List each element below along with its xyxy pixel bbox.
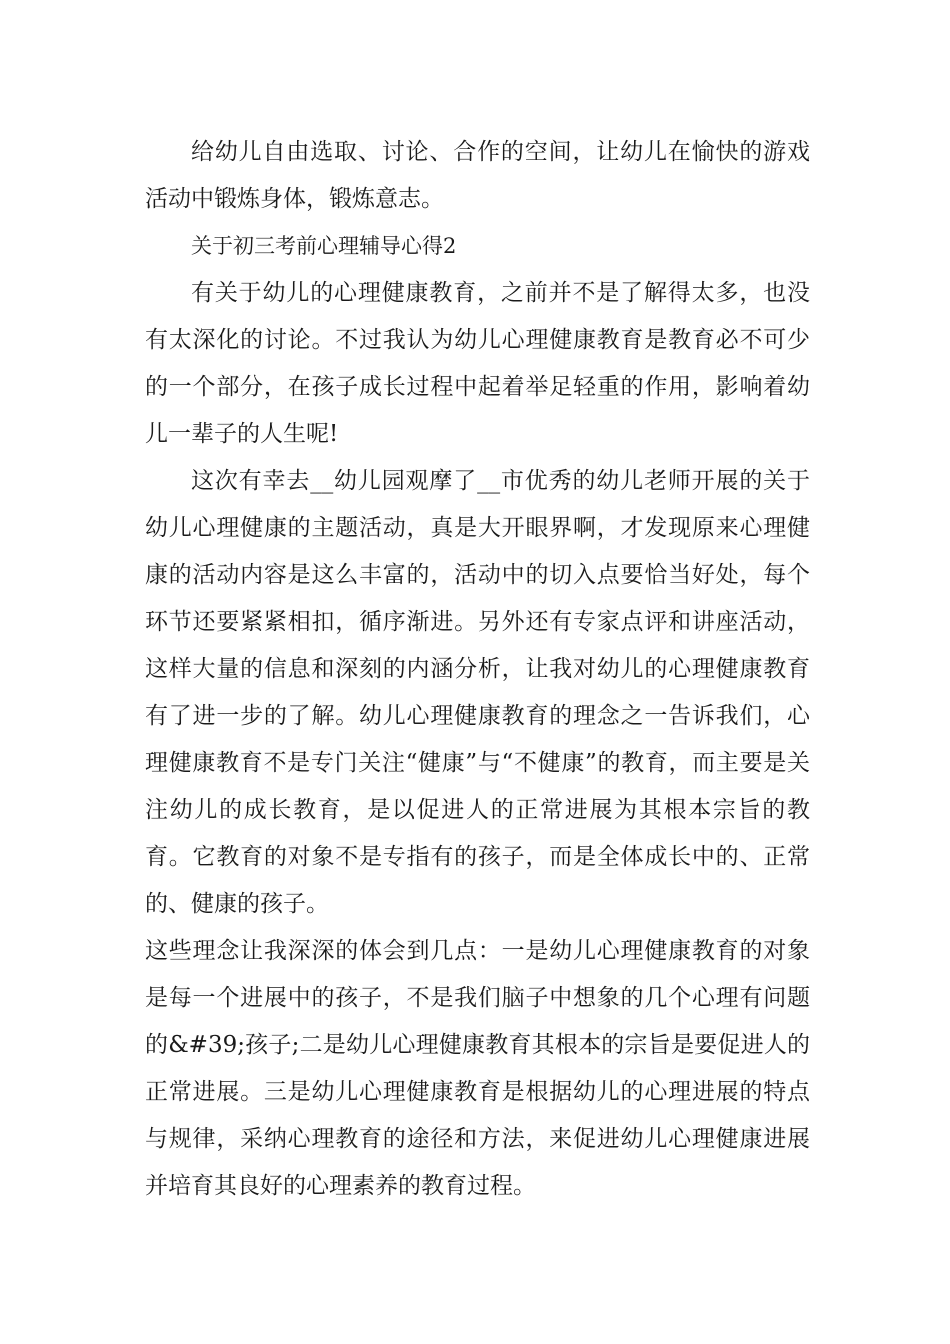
paragraph-4: 这些理念让我深深的体会到几点：一是幼儿心理健康教育的对象是每一个进展中的孩子，不是我们脑子中想象的几个心理有问题的&#39;孩子;二是幼儿心理健康教育其根本的宗旨是要促进人的正常进展。三是幼儿心理健康教育是根据幼儿的心理进展的特点与规律，采纳心理教育的途径和方法，来促进幼儿心理健康进展并培育其良好的心理素养的教育过程。 [145, 938, 810, 1199]
paragraph-2: 有关于幼儿的心理健康教育，之前并不是了解得太多，也没有太深化的讨论。不过我认为幼儿心理健康教育是教育必不可少的一个部分，在孩子成长过程中起着举足轻重的作用，影响着幼儿一辈子的人生呢! [145, 280, 810, 447]
paragraph-3: 这次有幸去__幼儿园观摩了__市优秀的幼儿老师开展的关于幼儿心理健康的主题活动，真是大开眼界啊，才发现原来心理健康的活动内容是这么丰富的，活动中的切入点要恰当好处，每个环节还要紧紧相扣，循序渐进。另外还有专家点评和讲座活动，这样大量的信息和深刻的内涵分析，让我对幼儿的心理健康教育有了进一步的了解。幼儿心理健康教育的理念之一告诉我们，心理健康教育不是专门关注“健康”与“不健康”的教育，而主要是关注幼儿的成长教育，是以促进人的正常进展为其根本宗旨的教育。它教育的对象不是专指有的孩子，而是全体成长中的、正常的、健康的孩子。 [145, 468, 810, 917]
document-body [145, 129, 810, 1210]
section-heading: 关于初三考前心理辅导心得2 [191, 234, 457, 258]
paragraph-1: 给幼儿自由选取、讨论、合作的空间，让幼儿在愉快的游戏活动中锻炼身体，锻炼意志。 [145, 139, 810, 212]
